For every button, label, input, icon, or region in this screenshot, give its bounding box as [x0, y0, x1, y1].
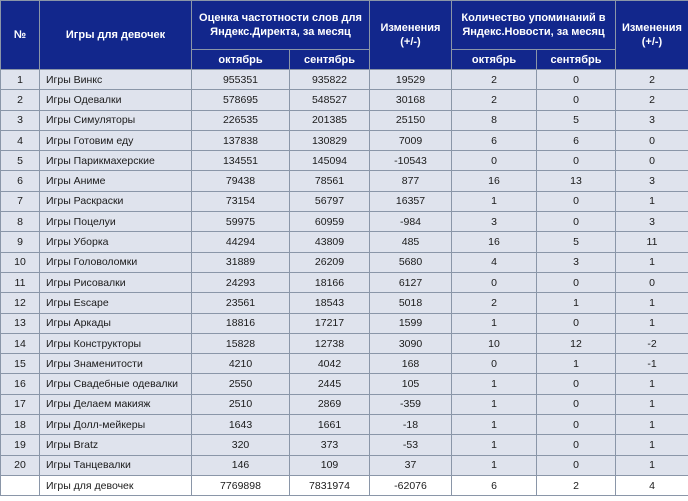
table-row	[1, 252, 688, 272]
cell-game-name: Игры Готовим еду	[40, 130, 192, 150]
cell-mentions-october: 0	[452, 354, 537, 374]
cell-mentions-september: 0	[537, 272, 616, 292]
cell-number: 12	[1, 293, 40, 313]
cell-frequency-change: -53	[370, 435, 452, 455]
header-change-mentions: Изменения (+/-)	[616, 1, 688, 70]
cell-mentions-change: 1	[616, 455, 688, 475]
cell-mentions-change: 4	[616, 475, 688, 495]
cell-number: 17	[1, 394, 40, 414]
cell-frequency-september: 43809	[290, 232, 370, 252]
cell-number: 10	[1, 252, 40, 272]
cell-mentions-october: 1	[452, 313, 537, 333]
cell-frequency-september: 7831974	[290, 475, 370, 495]
cell-frequency-october: 7769898	[192, 475, 290, 495]
cell-frequency-september: 201385	[290, 110, 370, 130]
cell-frequency-change: -984	[370, 212, 452, 232]
table-row	[1, 435, 688, 455]
cell-frequency-october: 44294	[192, 232, 290, 252]
table-row	[1, 354, 688, 374]
cell-game-name: Игры Одевалки	[40, 90, 192, 110]
cell-frequency-change: 16357	[370, 191, 452, 211]
cell-mentions-october: 1	[452, 455, 537, 475]
cell-frequency-change: 168	[370, 354, 452, 374]
cell-number: 2	[1, 90, 40, 110]
cell-game-name: Игры Bratz	[40, 435, 192, 455]
cell-mentions-october: 16	[452, 171, 537, 191]
cell-number: 16	[1, 374, 40, 394]
cell-mentions-september: 0	[537, 70, 616, 90]
cell-mentions-october: 2	[452, 70, 537, 90]
cell-frequency-change: -10543	[370, 151, 452, 171]
cell-mentions-september: 1	[537, 354, 616, 374]
cell-mentions-september: 12	[537, 333, 616, 353]
cell-mentions-change: -1	[616, 354, 688, 374]
cell-frequency-october: 4210	[192, 354, 290, 374]
cell-frequency-change: -359	[370, 394, 452, 414]
cell-mentions-september: 0	[537, 415, 616, 435]
cell-frequency-september: 109	[290, 455, 370, 475]
cell-frequency-october: 31889	[192, 252, 290, 272]
cell-number: 6	[1, 171, 40, 191]
cell-mentions-change: 1	[616, 435, 688, 455]
cell-frequency-change: -62076	[370, 475, 452, 495]
cell-mentions-october: 1	[452, 191, 537, 211]
cell-frequency-september: 18166	[290, 272, 370, 292]
cell-number: 11	[1, 272, 40, 292]
cell-game-name: Игры Парикмахерские	[40, 151, 192, 171]
cell-frequency-october: 2550	[192, 374, 290, 394]
cell-mentions-september: 0	[537, 374, 616, 394]
cell-frequency-september: 145094	[290, 151, 370, 171]
cell-frequency-october: 146	[192, 455, 290, 475]
cell-mentions-october: 1	[452, 374, 537, 394]
cell-mentions-september: 2	[537, 475, 616, 495]
header-game: Игры для девочек	[40, 1, 192, 70]
cell-game-name: Игры Конструкторы	[40, 333, 192, 353]
cell-frequency-change: 485	[370, 232, 452, 252]
cell-frequency-change: 30168	[370, 90, 452, 110]
table-row	[1, 333, 688, 353]
cell-frequency-september: 26209	[290, 252, 370, 272]
cell-mentions-change: 1	[616, 252, 688, 272]
cell-frequency-change: 7009	[370, 130, 452, 150]
cell-mentions-change: 0	[616, 151, 688, 171]
cell-number: 18	[1, 415, 40, 435]
cell-game-name: Игры для девочек	[40, 475, 192, 495]
cell-game-name: Игры Escape	[40, 293, 192, 313]
table-row	[1, 313, 688, 333]
cell-frequency-change: 19529	[370, 70, 452, 90]
cell-game-name: Игры Аркады	[40, 313, 192, 333]
cell-frequency-change: 5018	[370, 293, 452, 313]
cell-game-name: Игры Головоломки	[40, 252, 192, 272]
cell-frequency-september: 2869	[290, 394, 370, 414]
table-row	[1, 151, 688, 171]
cell-frequency-change: 25150	[370, 110, 452, 130]
cell-number: 4	[1, 130, 40, 150]
cell-game-name: Игры Долл-мейкеры	[40, 415, 192, 435]
cell-number: 19	[1, 435, 40, 455]
cell-mentions-september: 0	[537, 90, 616, 110]
cell-frequency-october: 18816	[192, 313, 290, 333]
cell-mentions-october: 4	[452, 252, 537, 272]
header-change-frequency: Изменения (+/-)	[370, 1, 452, 70]
cell-mentions-change: 3	[616, 171, 688, 191]
cell-mentions-change: 0	[616, 272, 688, 292]
cell-mentions-change: 1	[616, 374, 688, 394]
cell-frequency-change: -18	[370, 415, 452, 435]
cell-mentions-change: 1	[616, 191, 688, 211]
cell-mentions-change: 2	[616, 70, 688, 90]
cell-mentions-october: 10	[452, 333, 537, 353]
cell-frequency-september: 935822	[290, 70, 370, 90]
cell-frequency-september: 60959	[290, 212, 370, 232]
cell-mentions-october: 1	[452, 415, 537, 435]
cell-number: 5	[1, 151, 40, 171]
table-row	[1, 171, 688, 191]
table-row	[1, 374, 688, 394]
cell-number: 20	[1, 455, 40, 475]
cell-number	[1, 475, 40, 495]
cell-number: 7	[1, 191, 40, 211]
cell-mentions-change: 1	[616, 415, 688, 435]
cell-frequency-september: 18543	[290, 293, 370, 313]
cell-frequency-september: 2445	[290, 374, 370, 394]
cell-frequency-october: 578695	[192, 90, 290, 110]
cell-mentions-change: -2	[616, 333, 688, 353]
cell-mentions-change: 11	[616, 232, 688, 252]
cell-mentions-october: 2	[452, 293, 537, 313]
table-row	[1, 130, 688, 150]
cell-frequency-change: 1599	[370, 313, 452, 333]
header-mentions: Количество упоминаний в Яндекс.Новости, за месяц	[452, 1, 616, 50]
cell-game-name: Игры Делаем макияж	[40, 394, 192, 414]
cell-game-name: Игры Раскраски	[40, 191, 192, 211]
cell-frequency-october: 955351	[192, 70, 290, 90]
cell-game-name: Игры Свадебные одевалки	[40, 374, 192, 394]
cell-mentions-october: 2	[452, 90, 537, 110]
cell-game-name: Игры Аниме	[40, 171, 192, 191]
cell-mentions-change: 3	[616, 110, 688, 130]
cell-game-name: Игры Уборка	[40, 232, 192, 252]
cell-mentions-change: 2	[616, 90, 688, 110]
table-row	[1, 455, 688, 475]
cell-frequency-october: 320	[192, 435, 290, 455]
cell-frequency-october: 73154	[192, 191, 290, 211]
cell-frequency-october: 24293	[192, 272, 290, 292]
cell-frequency-september: 17217	[290, 313, 370, 333]
cell-game-name: Игры Знаменитости	[40, 354, 192, 374]
cell-mentions-september: 3	[537, 252, 616, 272]
cell-mentions-september: 0	[537, 191, 616, 211]
cell-frequency-october: 137838	[192, 130, 290, 150]
cell-mentions-september: 13	[537, 171, 616, 191]
total-row	[1, 475, 688, 495]
table-row	[1, 394, 688, 414]
cell-frequency-october: 1643	[192, 415, 290, 435]
cell-mentions-change: 0	[616, 130, 688, 150]
header-mentions-september: сентябрь	[537, 50, 616, 70]
cell-mentions-change: 1	[616, 394, 688, 414]
cell-mentions-october: 6	[452, 475, 537, 495]
cell-mentions-september: 0	[537, 212, 616, 232]
header-frequency: Оценка частотности слов для Яндекс.Директа, за месяц	[192, 1, 370, 50]
cell-mentions-september: 0	[537, 394, 616, 414]
cell-frequency-september: 56797	[290, 191, 370, 211]
cell-game-name: Игры Танцевалки	[40, 455, 192, 475]
cell-mentions-september: 5	[537, 110, 616, 130]
cell-game-name: Игры Рисовалки	[40, 272, 192, 292]
header-frequency-september: сентябрь	[290, 50, 370, 70]
cell-game-name: Игры Винкс	[40, 70, 192, 90]
cell-frequency-change: 3090	[370, 333, 452, 353]
header-frequency-october: октябрь	[192, 50, 290, 70]
cell-frequency-change: 877	[370, 171, 452, 191]
table-row	[1, 90, 688, 110]
cell-number: 14	[1, 333, 40, 353]
cell-mentions-october: 8	[452, 110, 537, 130]
cell-frequency-october: 2510	[192, 394, 290, 414]
cell-mentions-october: 0	[452, 151, 537, 171]
cell-mentions-change: 1	[616, 313, 688, 333]
table-row	[1, 110, 688, 130]
cell-mentions-change: 1	[616, 293, 688, 313]
cell-mentions-october: 6	[452, 130, 537, 150]
table-header	[1, 1, 688, 70]
cell-game-name: Игры Поцелуи	[40, 212, 192, 232]
cell-frequency-october: 79438	[192, 171, 290, 191]
table-row	[1, 191, 688, 211]
cell-number: 8	[1, 212, 40, 232]
cell-number: 13	[1, 313, 40, 333]
cell-number: 9	[1, 232, 40, 252]
cell-mentions-change: 3	[616, 212, 688, 232]
cell-frequency-change: 37	[370, 455, 452, 475]
cell-game-name: Игры Симуляторы	[40, 110, 192, 130]
cell-mentions-september: 6	[537, 130, 616, 150]
table-row	[1, 415, 688, 435]
cell-frequency-september: 130829	[290, 130, 370, 150]
cell-frequency-september: 1661	[290, 415, 370, 435]
cell-frequency-october: 23561	[192, 293, 290, 313]
cell-mentions-september: 0	[537, 435, 616, 455]
cell-frequency-change: 6127	[370, 272, 452, 292]
cell-number: 1	[1, 70, 40, 90]
table-row	[1, 232, 688, 252]
cell-mentions-october: 3	[452, 212, 537, 232]
header-mentions-october: октябрь	[452, 50, 537, 70]
cell-mentions-september: 5	[537, 232, 616, 252]
cell-number: 15	[1, 354, 40, 374]
cell-mentions-october: 16	[452, 232, 537, 252]
cell-mentions-september: 0	[537, 151, 616, 171]
table-row	[1, 70, 688, 90]
cell-frequency-september: 4042	[290, 354, 370, 374]
cell-mentions-october: 1	[452, 435, 537, 455]
cell-frequency-september: 78561	[290, 171, 370, 191]
cell-number: 3	[1, 110, 40, 130]
header-number: №	[1, 1, 40, 70]
cell-frequency-september: 548527	[290, 90, 370, 110]
cell-mentions-september: 0	[537, 455, 616, 475]
cell-frequency-october: 226535	[192, 110, 290, 130]
cell-frequency-september: 373	[290, 435, 370, 455]
cell-frequency-october: 15828	[192, 333, 290, 353]
cell-frequency-october: 59975	[192, 212, 290, 232]
table-row	[1, 293, 688, 313]
cell-mentions-october: 0	[452, 272, 537, 292]
cell-mentions-september: 1	[537, 293, 616, 313]
table-body	[1, 70, 688, 496]
cell-frequency-change: 5680	[370, 252, 452, 272]
cell-frequency-september: 12738	[290, 333, 370, 353]
cell-mentions-october: 1	[452, 394, 537, 414]
cell-mentions-september: 0	[537, 313, 616, 333]
cell-frequency-change: 105	[370, 374, 452, 394]
table-row	[1, 272, 688, 292]
cell-frequency-october: 134551	[192, 151, 290, 171]
table-row	[1, 212, 688, 232]
